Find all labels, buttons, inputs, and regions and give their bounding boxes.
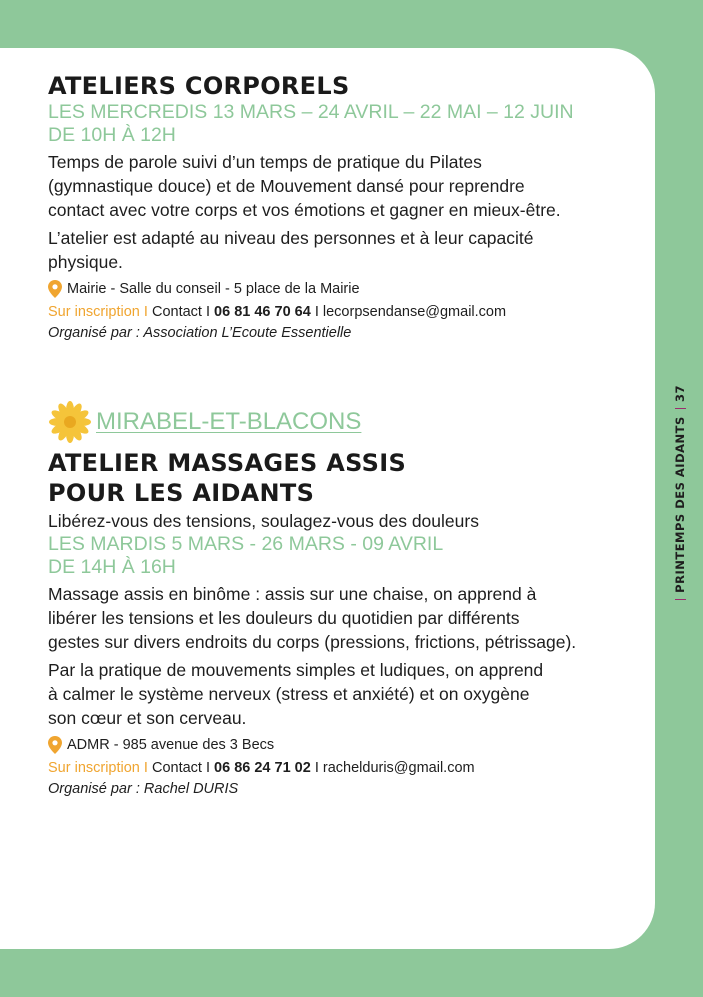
flower-icon (48, 400, 92, 444)
contact-label: Contact I (151, 304, 210, 320)
side-tab-label: PRINTEMPS DES AIDANTS (673, 416, 687, 593)
map-pin-icon (48, 736, 62, 754)
location-row (48, 734, 608, 756)
title-line: POUR LES AIDANTS (48, 479, 315, 507)
dates-line: LES MERCREDIS 13 MARS – 24 AVRIL – 22 MAI – 12 JUIN (48, 101, 574, 123)
title-line: ATELIERS CORPORELS (48, 72, 350, 100)
section-title (48, 71, 608, 101)
text-line: à calmer le système nerveux (stress et anxiété) et on oxygène (48, 684, 530, 704)
section-ateliers-corporels (48, 71, 608, 344)
location-text: Mairie - Salle du conseil - 5 place de la Mairie (67, 281, 360, 297)
text-line: Par la pratique de mouvements simples et ludiques, on apprend (48, 660, 544, 680)
side-tab-content (670, 385, 690, 607)
text-line: libérer les tensions et les douleurs du quotidien par différents (48, 608, 520, 628)
text-line: L’atelier est adapté au niveau des personnes et à leur capacité (48, 228, 534, 248)
text-line: gestes sur divers endroits du corps (pressions, frictions, pétrissage). (48, 632, 577, 652)
town-name[interactable]: MIRABEL-ET-BLACONS (96, 408, 362, 435)
location-text: ADMR - 985 avenue des 3 Becs (67, 737, 275, 753)
contact-label: Contact I (151, 760, 210, 776)
text-line: (gymnastique douce) et de Mouvement dansé pour reprendre (48, 176, 525, 196)
section-title (48, 448, 608, 508)
text-line: contact avec votre corps et vos émotions et gagner en mieux-être. (48, 200, 561, 220)
title-line: ATELIER MASSAGES ASSIS (48, 449, 407, 477)
page-number: 37 (673, 385, 687, 403)
side-tab (670, 385, 690, 607)
email-address[interactable]: I rachelduris@gmail.com (314, 760, 475, 776)
description-paragraph (48, 150, 608, 222)
organizer-text: Organisé par : Rachel DURIS (48, 781, 239, 797)
description-paragraph (48, 582, 608, 654)
text-line: Temps de parole suivi d’un temps de pratique du Pilates (48, 152, 482, 172)
time-line: DE 14H À 16H (48, 556, 176, 578)
text-line: son cœur et son cerveau. (48, 708, 247, 728)
time-line: DE 10H À 12H (48, 124, 176, 146)
email-address[interactable]: I lecorpsendanse@gmail.com (314, 304, 507, 320)
event-dates (48, 101, 608, 147)
contact-row (48, 301, 608, 323)
location-row (48, 278, 608, 300)
text-line: physique. (48, 252, 123, 272)
dates-line: LES MARDIS 5 MARS - 26 MARS - 09 AVRIL (48, 533, 444, 555)
inscription-label: Sur inscription I (48, 760, 148, 776)
contact-row (48, 757, 608, 779)
description-paragraph (48, 226, 608, 274)
description-paragraph (48, 658, 608, 730)
content-card (0, 48, 655, 949)
subtitle: Libérez-vous des tensions, soulagez-vous des douleurs (48, 511, 479, 531)
phone-number[interactable]: 06 81 46 70 64 (214, 304, 311, 320)
town-heading (48, 400, 608, 444)
inscription-label: Sur inscription I (48, 304, 148, 320)
organizer-text: Organisé par : Association L’Ecoute Essentielle (48, 325, 352, 341)
phone-number[interactable]: 06 86 24 71 02 (214, 760, 311, 776)
event-dates (48, 533, 608, 579)
section-massages-assis (48, 400, 608, 800)
map-pin-icon (48, 280, 62, 298)
text-line: Massage assis en binôme : assis sur une chaise, on apprend à (48, 584, 537, 604)
